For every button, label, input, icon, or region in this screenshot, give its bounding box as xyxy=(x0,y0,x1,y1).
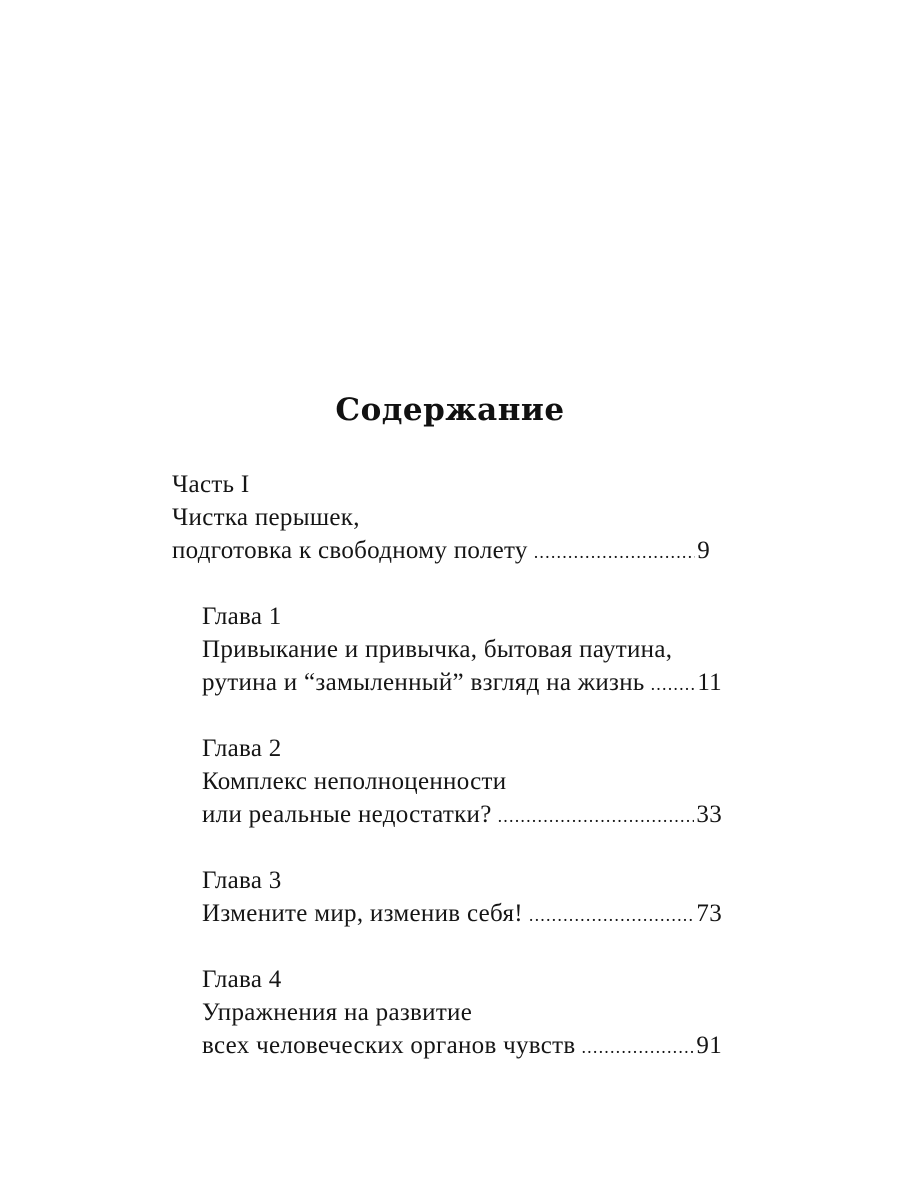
page-number: 91 xyxy=(696,1032,722,1059)
dot-leader xyxy=(581,1032,694,1062)
part-label: Часть I xyxy=(172,471,250,498)
toc-entry-chapter-3[interactable] xyxy=(202,899,722,930)
chapter-1-title-line1: Привыкание и привычка, бытовая паутина, xyxy=(202,636,673,663)
chapter-1-title-line2: рутина и “замыленный” взгляд на жизнь xyxy=(202,669,645,696)
page-number: 11 xyxy=(697,669,722,696)
chapter-3-label: Глава 3 xyxy=(202,867,282,894)
dot-leader xyxy=(651,669,696,699)
chapter-3-title: Измените мир, изменив себя! xyxy=(202,900,523,927)
chapter-2-title-line1: Комплекс неполноценности xyxy=(202,768,507,795)
chapter-1-label: Глава 1 xyxy=(202,603,282,630)
chapter-4-label: Глава 4 xyxy=(202,966,282,993)
page-number: 73 xyxy=(696,900,722,927)
toc-title: Содержание xyxy=(335,392,565,428)
dot-leader xyxy=(529,900,695,930)
dot-leader xyxy=(534,537,695,567)
part-title-line1: Чистка перышек, xyxy=(172,504,360,531)
part-title-line2: подготовка к свободному полету xyxy=(172,537,528,564)
chapter-2-title-line2: или реальные недостатки? xyxy=(202,801,492,828)
toc-entry-chapter-4[interactable] xyxy=(202,1031,722,1062)
toc-entry-chapter-1[interactable] xyxy=(202,668,722,699)
page-number: 33 xyxy=(696,801,722,828)
chapter-4-title-line2: всех человеческих органов чувств xyxy=(202,1032,576,1059)
dot-leader xyxy=(498,801,695,831)
chapter-2-label: Глава 2 xyxy=(202,735,282,762)
page-number: 9 xyxy=(697,537,710,564)
toc-entry-part-1[interactable] xyxy=(172,536,710,567)
toc-entry-chapter-2[interactable] xyxy=(202,800,722,831)
chapter-4-title-line1: Упражнения на развитие xyxy=(202,999,473,1026)
